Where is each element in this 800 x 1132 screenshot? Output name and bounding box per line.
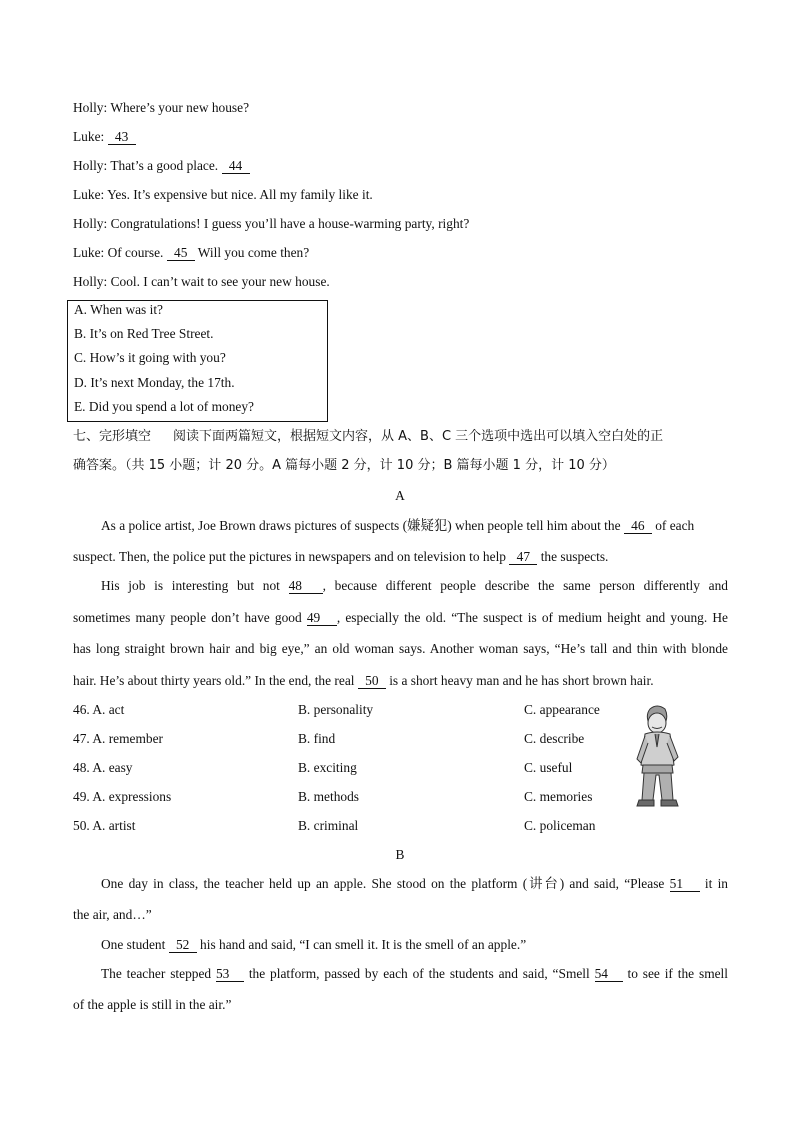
choice-46-a: 46. A. act bbox=[73, 702, 125, 717]
passage-a-line-2 bbox=[73, 548, 608, 566]
line-text: sometimes many people don’t have good bbox=[73, 610, 307, 625]
passage-b-line-3 bbox=[101, 936, 526, 954]
line-text: the platform, passed by each of the students and said, “Smell bbox=[243, 966, 595, 981]
blank-45: 45 bbox=[167, 245, 195, 261]
dialogue-line-4: Luke: Yes. It’s expensive but nice. All my family like it. bbox=[73, 187, 373, 202]
dialogue-line-3 bbox=[73, 157, 250, 175]
passage-a-line-3 bbox=[101, 577, 728, 595]
blank-44: 44 bbox=[222, 158, 250, 174]
passage-b-line-1 bbox=[101, 875, 728, 893]
line-text: , especially the old. “The suspect is of medium height and young. He bbox=[336, 610, 728, 625]
blank-54: 54 bbox=[595, 966, 623, 982]
dialogue-line-6 bbox=[73, 244, 309, 262]
passage-a-line-1 bbox=[101, 517, 694, 535]
choice-50-b: B. criminal bbox=[298, 818, 359, 833]
choice-47-c: C. describe bbox=[524, 731, 585, 746]
line-text: his hand and said, “I can smell it. It is the smell of an apple.” bbox=[196, 937, 527, 952]
blank-53: 53 bbox=[216, 966, 244, 982]
option-e: E. Did you spend a lot of money? bbox=[74, 399, 254, 414]
suspect-illustration bbox=[628, 703, 686, 811]
line-text: One student bbox=[101, 937, 169, 952]
blank-51: 51 bbox=[670, 876, 700, 892]
passage-b-heading: B bbox=[395, 847, 405, 862]
line-text: it in bbox=[699, 876, 729, 891]
choice-47-a: 47. A. remember bbox=[73, 731, 163, 746]
line-text: to see if the smell bbox=[622, 966, 728, 981]
option-b: B. It’s on Red Tree Street. bbox=[74, 326, 214, 341]
choice-47-b: B. find bbox=[298, 731, 336, 746]
section-7-instructions-line-2: 确答案。（共 15 小题；计 20 分。A 篇每小题 2 分，计 10 分；B 篇每小题 1 分，计 10 分） bbox=[73, 458, 615, 473]
line-text: the suspects. bbox=[537, 549, 609, 564]
choice-50-c: C. policeman bbox=[524, 818, 596, 833]
line-text: suspect. Then, the police put the pictures in newspapers and on television to help bbox=[73, 549, 510, 564]
line-text: of each bbox=[651, 518, 695, 533]
option-c: C. How’s it going with you? bbox=[74, 350, 226, 365]
option-d: D. It’s next Monday, the 17th. bbox=[74, 375, 235, 390]
line-text: , because different people describe the same person differently and bbox=[322, 578, 728, 593]
line-text: Will you come then? bbox=[194, 245, 310, 260]
line-text: Luke: Of course. bbox=[73, 245, 167, 260]
passage-b-line-2: the air, and…” bbox=[73, 907, 152, 922]
choice-48-a: 48. A. easy bbox=[73, 760, 133, 775]
choice-49-a: 49. A. expressions bbox=[73, 789, 172, 804]
choice-48-c: C. useful bbox=[524, 760, 573, 775]
choice-49-b: B. methods bbox=[298, 789, 360, 804]
instruction-text: 阅读下面两篇短文，根据短文内容，从 A、B、C 三个选项中选出可以填入空白处的正 bbox=[173, 429, 664, 444]
choice-46-c: C. appearance bbox=[524, 702, 600, 717]
passage-a-heading: A bbox=[395, 488, 405, 503]
option-a: A. When was it? bbox=[74, 302, 164, 317]
passage-b-line-5: of the apple is still in the air.” bbox=[73, 997, 232, 1012]
section-7-title: 七、完形填空 bbox=[73, 429, 152, 444]
dialogue-line-5: Holly: Congratulations! I guess you’ll have a house-warming party, right? bbox=[73, 216, 470, 231]
passage-b-line-4 bbox=[101, 965, 728, 983]
speaker-text: Luke: bbox=[73, 129, 108, 144]
blank-47: 47 bbox=[509, 549, 537, 565]
dialogue-line-1: Holly: Where’s your new house? bbox=[73, 100, 250, 115]
dialogue-line-2 bbox=[73, 128, 136, 146]
line-text: The teacher stepped bbox=[101, 966, 216, 981]
line-text: His job is interesting but not bbox=[101, 578, 289, 593]
choice-46-b: B. personality bbox=[298, 702, 374, 717]
line-text: Holly: That’s a good place. bbox=[73, 158, 222, 173]
blank-49: 49 bbox=[307, 610, 337, 626]
choice-49-c: C. memories bbox=[524, 789, 593, 804]
line-text: One day in class, the teacher held up an apple. She stood on the platform (讲台) and said, “Please bbox=[101, 876, 670, 891]
passage-a-line-4 bbox=[73, 609, 728, 627]
blank-52: 52 bbox=[169, 937, 197, 953]
passage-a-line-5: has long straight brown hair and big eye,” an old woman says. Another woman says, “He’s tall and thin with blonde bbox=[73, 641, 728, 656]
line-text: hair. He’s about thirty years old.” In the end, the real bbox=[73, 673, 358, 688]
blank-43: 43 bbox=[108, 129, 136, 145]
passage-a-line-6 bbox=[73, 672, 654, 690]
section-7-instructions-line-1 bbox=[73, 428, 663, 446]
choice-48-b: B. exciting bbox=[298, 760, 357, 775]
dialogue-line-7: Holly: Cool. I can’t wait to see your new house. bbox=[73, 274, 330, 289]
line-text: As a police artist, Joe Brown draws pictures of suspects (嫌疑犯) when people tell him about the bbox=[101, 518, 624, 533]
blank-46: 46 bbox=[624, 518, 652, 534]
blank-50: 50 bbox=[358, 673, 386, 689]
choice-50-a: 50. A. artist bbox=[73, 818, 136, 833]
line-text: is a short heavy man and he has short brown hair. bbox=[385, 673, 654, 688]
blank-48: 48 bbox=[289, 578, 323, 594]
